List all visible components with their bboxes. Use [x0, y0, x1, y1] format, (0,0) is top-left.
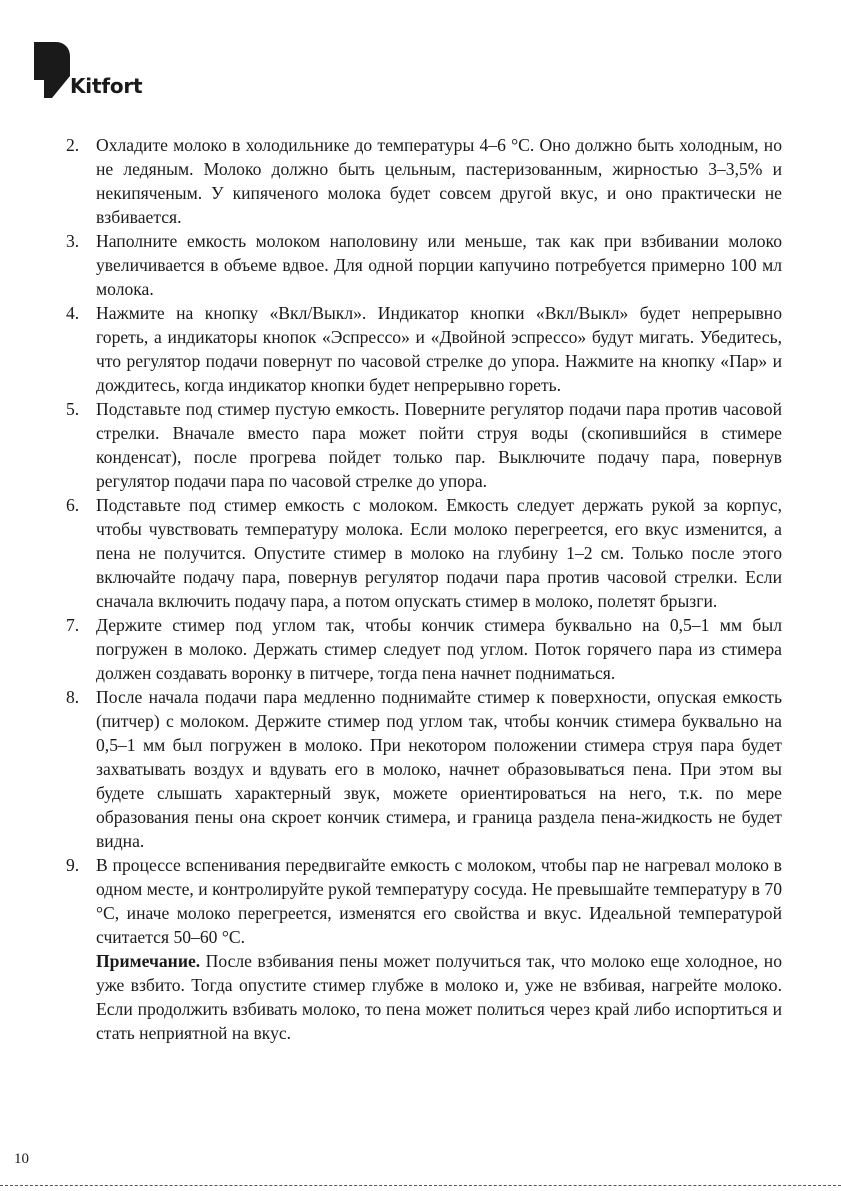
- step-text: После начала подачи пара медленно поднимайте стимер к поверхности, опуская емкость (питчер) с молоком. Держите стимер под углом так, чтобы кончик стимера буквально на 0,5–1 мм был погружен в молоко. При некотором положении стимера струя пара будет захватывать воздух и вдувать его в молоко, начнет образовываться пена. При этом вы будете слышать характерный звук, можете ориентироваться на него, т.к. по мере образования пены она скроет кончик стимера, и граница раздела пена-жидкость не будет видна.: [96, 687, 782, 851]
- brand-name: Kitfort: [70, 74, 143, 98]
- step-text: Подставьте под стимер пустую емкость. Поверните регулятор подачи пара против часовой стрелки. Вначале вместо пара может пойти струя воды (скопившийся в стимере конденсат), после прогрева пойдет только пар. Выключите подачу пара, повернув регулятор подачи пара по часовой стрелке до упора.: [96, 399, 782, 491]
- step-text: Подставьте под стимер емкость с молоком. Емкость следует держать рукой за корпус, чтобы чувствовать температуру молока. Если молоко перегреется, его вкус изменится, а пена не получится. Опустите стимер в молоко на глубину 1–2 см. Только после этого включайте подачу пара, повернув регулятор подачи пара против часовой стрелки. Если сначала включить подачу пара, а потом опускать стимер в молоко, полетят брызги.: [96, 495, 782, 611]
- list-item: [66, 493, 782, 613]
- step-number: 4.: [66, 303, 80, 323]
- list-item: [66, 133, 782, 229]
- list-item: [66, 685, 782, 853]
- step-text: В процессе вспенивания передвигайте емкость с молоком, чтобы пар не нагревал молоко в одном месте, и контролируйте рукой температуру сосуда. Не превышайте температуру в 70 °С, иначе молоко перегреется, изменятся его свойства и вкус. Идеальной температурой считается 50–60 °С.: [96, 855, 782, 947]
- note-label: Примечание.: [96, 951, 201, 971]
- page-number: 10: [14, 1151, 29, 1167]
- kitfort-logo-icon: [34, 42, 70, 98]
- step-text: Нажмите на кнопку «Вкл/Выкл». Индикатор кнопки «Вкл/Выкл» будет непрерывно гореть, а индикаторы кнопок «Эспрессо» и «Двойной эспрессо» будут мигать. Убедитесь, что регулятор подачи повернут по часовой стрелке до упора. Нажмите на кнопку «Пар» и дождитесь, когда индикатор кнопки будет непрерывно гореть.: [96, 303, 782, 395]
- page-bottom-divider: [0, 1185, 841, 1186]
- brand-logo: [34, 42, 174, 98]
- step-text: Охладите молоко в холодильнике до температуры 4–6 °С. Оно должно быть холодным, но не ледяным. Молоко должно быть цельным, пастеризованным, жирностью 3–3,5% и некипяченым. У кипяченого молока будет совсем другой вкус, и оно практически не взбивается.: [96, 135, 782, 227]
- list-item: [66, 229, 782, 301]
- list-item: [66, 853, 782, 949]
- note-text: После взбивания пены может получиться так, что молоко еще холодное, но уже взбито. Тогда опустите стимер глубже в молоко и, уже не взбивая, нагрейте молоко. Если продолжить взбивать молоко, то пена может политься через край либо испортиться и стать неприятной на вкус.: [96, 951, 782, 1043]
- steps-list: [66, 133, 782, 949]
- step-number: 8.: [66, 687, 80, 707]
- step-number: 7.: [66, 615, 80, 635]
- step-number: 6.: [66, 495, 80, 515]
- step-text: Наполните емкость молоком наполовину или меньше, так как при взбивании молоко увеличивается в объеме вдвое. Для одной порции капучино потребуется примерно 100 мл молока.: [96, 231, 782, 299]
- step-number: 3.: [66, 231, 80, 251]
- step-number: 5.: [66, 399, 80, 419]
- list-item: [66, 397, 782, 493]
- note-paragraph: [66, 949, 782, 1045]
- list-item: [66, 613, 782, 685]
- step-number: 2.: [66, 135, 80, 155]
- step-text: Держите стимер под углом так, чтобы кончик стимера буквально на 0,5–1 мм был погружен в молоко. Держать стимер следует под углом. Поток горячего пара из стимера должен создавать воронку в питчере, тогда пена начнет подниматься.: [96, 615, 782, 683]
- step-number: 9.: [66, 855, 80, 875]
- instructions-content: [66, 133, 782, 1045]
- list-item: [66, 301, 782, 397]
